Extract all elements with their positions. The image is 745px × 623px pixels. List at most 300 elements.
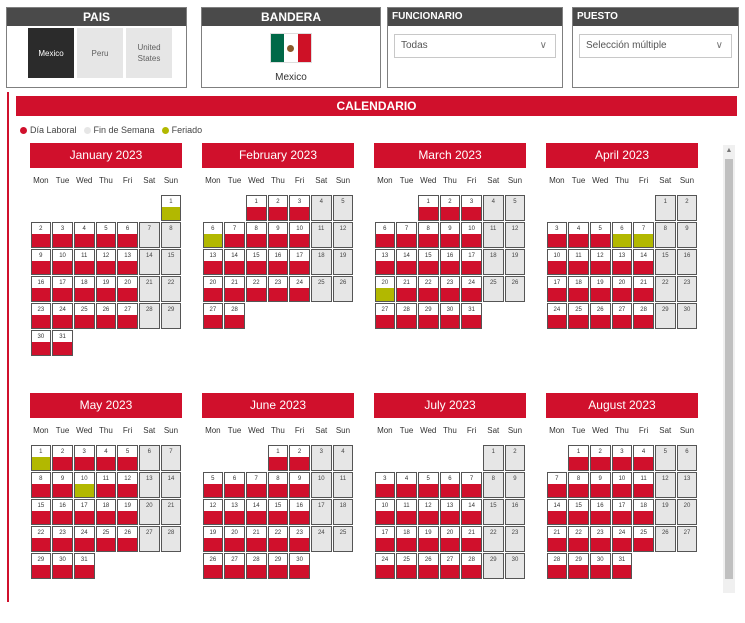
weekend-day-cell[interactable] [655,222,676,248]
weekend-day-cell[interactable] [311,445,332,471]
workday-cell[interactable] [268,222,289,248]
workday-cell[interactable] [246,249,267,275]
workday-cell[interactable] [289,249,310,275]
weekend-day-cell[interactable] [483,499,504,525]
workday-cell[interactable] [633,445,654,471]
workday-cell[interactable] [289,526,310,552]
workday-cell[interactable] [289,553,310,579]
workday-cell[interactable] [568,499,589,525]
workday-cell[interactable] [268,526,289,552]
weekend-day-cell[interactable] [139,249,160,275]
empty-day-slot [224,195,246,222]
workday-cell[interactable] [547,499,568,525]
weekend-day-cell[interactable] [139,445,160,471]
weekend-day-cell[interactable] [505,222,526,248]
pais-option-peru[interactable]: Peru [77,28,123,78]
workday-cell[interactable] [440,222,461,248]
day-status-bar [75,234,94,247]
workday-cell[interactable] [440,195,461,221]
day-status-bar [462,207,481,220]
scrollbar-thumb[interactable] [725,159,733,579]
day-status-bar [548,511,567,524]
day-status-bar [334,207,353,220]
workday-cell[interactable] [375,249,396,275]
workday-cell[interactable] [52,499,73,525]
weekend-day-cell[interactable] [505,249,526,275]
workday-cell[interactable] [203,553,224,579]
day-number: 12 [596,253,604,259]
day-number: 28 [403,307,410,313]
weekend-day-cell[interactable] [655,195,676,221]
day-status-bar [140,538,159,551]
weekend-day-cell[interactable] [139,276,160,302]
workday-cell[interactable] [74,303,95,329]
workday-cell[interactable] [74,276,95,302]
day-number: 24 [59,307,66,313]
pais-option-mexico[interactable]: Mexico [28,28,74,78]
weekend-day-cell[interactable] [333,222,354,248]
workday-cell[interactable] [418,222,439,248]
weekend-day-cell[interactable] [505,526,526,552]
workday-cell[interactable] [547,303,568,329]
weekday-label: Tue [399,176,414,185]
workday-cell[interactable] [461,303,482,329]
workday-cell[interactable] [396,553,417,579]
workday-cell[interactable] [396,276,417,302]
weekend-day-cell[interactable] [311,499,332,525]
weekend-day-cell[interactable] [333,526,354,552]
month-title: February 2023 [202,143,354,168]
day-number: 18 [102,503,110,509]
workday-cell[interactable] [461,249,482,275]
weekend-day-cell[interactable] [655,526,676,552]
workday-cell[interactable] [590,499,611,525]
workday-cell[interactable] [418,276,439,302]
workday-cell[interactable] [268,472,289,498]
weekend-day-cell[interactable] [483,276,504,302]
day-status-bar [334,538,353,551]
workday-cell[interactable] [461,553,482,579]
day-number: 9 [276,226,280,232]
workday-cell[interactable] [461,499,482,525]
workday-cell[interactable] [74,526,95,552]
weekend-day-cell[interactable] [655,276,676,302]
workday-cell[interactable] [590,222,611,248]
workday-cell[interactable] [96,249,117,275]
workday-cell[interactable] [52,472,73,498]
workday-cell[interactable] [633,526,654,552]
day-number: 13 [145,476,153,482]
weekend-day-cell[interactable] [505,499,526,525]
workday-cell[interactable] [31,553,52,579]
workday-cell[interactable] [418,472,439,498]
workday-cell[interactable] [224,553,245,579]
workday-cell[interactable] [568,276,589,302]
day-status-bar [441,565,460,578]
workday-cell[interactable] [440,249,461,275]
vertical-scrollbar[interactable] [723,145,735,593]
workday-cell[interactable] [52,249,73,275]
weekend-day-cell[interactable] [333,195,354,221]
workday-cell[interactable] [547,472,568,498]
weekend-day-cell[interactable] [161,499,182,525]
workday-cell[interactable] [117,472,138,498]
weekend-day-cell[interactable] [483,249,504,275]
workday-cell[interactable] [375,553,396,579]
funcionario-dropdown[interactable] [394,34,556,58]
workday-cell[interactable] [633,249,654,275]
workday-cell[interactable] [461,222,482,248]
workday-cell[interactable] [74,499,95,525]
weekend-day-cell[interactable] [677,303,698,329]
weekday-header-row [202,175,354,187]
funcionario-slicer [387,7,563,88]
workday-cell[interactable] [246,195,267,221]
workday-cell[interactable] [547,222,568,248]
weekend-day-cell[interactable] [677,276,698,302]
puesto-slicer [572,7,739,88]
workday-cell[interactable] [612,276,633,302]
weekend-day-cell[interactable] [505,445,526,471]
workday-cell[interactable] [96,499,117,525]
workday-cell[interactable] [568,249,589,275]
workday-cell[interactable] [268,276,289,302]
workday-cell[interactable] [52,276,73,302]
weekend-day-cell[interactable] [161,445,182,471]
month-calendar [202,143,354,330]
workday-cell[interactable] [268,249,289,275]
workday-cell[interactable] [117,445,138,471]
weekend-day-cell[interactable] [505,472,526,498]
workday-cell[interactable] [633,303,654,329]
workday-cell[interactable] [268,553,289,579]
weekend-day-cell[interactable] [311,249,332,275]
workday-cell[interactable] [203,526,224,552]
workday-cell[interactable] [289,195,310,221]
weekend-day-cell[interactable] [161,303,182,329]
workday-cell[interactable] [568,303,589,329]
workday-cell[interactable] [224,222,245,248]
weekend-day-cell[interactable] [333,472,354,498]
workday-cell[interactable] [375,303,396,329]
workday-cell[interactable] [590,472,611,498]
workday-cell[interactable] [590,553,611,579]
weekend-day-cell[interactable] [139,222,160,248]
workday-cell[interactable] [268,499,289,525]
day-number: 25 [489,280,497,286]
workday-cell[interactable] [96,526,117,552]
workday-cell[interactable] [612,472,633,498]
workday-cell[interactable] [633,472,654,498]
workday-cell[interactable] [117,222,138,248]
workday-cell[interactable] [246,499,267,525]
scroll-up-arrow-icon[interactable]: ▲ [725,147,733,154]
holiday-day-cell[interactable] [161,195,182,221]
workday-cell[interactable] [246,472,267,498]
workday-cell[interactable] [31,276,52,302]
workday-cell[interactable] [440,526,461,552]
weekend-day-cell[interactable] [677,445,698,471]
workday-cell[interactable] [31,249,52,275]
workday-cell[interactable] [418,499,439,525]
workday-cell[interactable] [117,249,138,275]
day-number: 5 [125,449,130,455]
workday-cell[interactable] [396,249,417,275]
weekend-day-cell[interactable] [677,195,698,221]
workday-cell[interactable] [547,526,568,552]
workday-cell[interactable] [96,276,117,302]
day-status-bar [634,538,653,551]
workday-cell[interactable] [246,276,267,302]
weekend-day-cell[interactable] [161,526,182,552]
workday-cell[interactable] [268,445,289,471]
holiday-day-cell[interactable] [633,222,654,248]
workday-cell[interactable] [375,222,396,248]
workday-cell[interactable] [31,222,52,248]
holiday-day-cell[interactable] [74,472,95,498]
workday-cell[interactable] [375,526,396,552]
day-status-bar [75,315,94,328]
workday-cell[interactable] [52,445,73,471]
workday-cell[interactable] [203,303,224,329]
pais-option-united-states[interactable]: United States [126,28,172,78]
workday-cell[interactable] [117,499,138,525]
weekend-day-cell[interactable] [483,472,504,498]
weekend-day-cell[interactable] [655,499,676,525]
workday-cell[interactable] [31,499,52,525]
workday-cell[interactable] [612,249,633,275]
weekend-day-cell[interactable] [677,526,698,552]
weekend-day-cell[interactable] [161,276,182,302]
workday-cell[interactable] [418,249,439,275]
day-number: 14 [231,253,238,259]
holiday-day-cell[interactable] [375,276,396,302]
workday-cell[interactable] [612,445,633,471]
weekend-day-cell[interactable] [505,195,526,221]
weekend-day-cell[interactable] [139,472,160,498]
weekend-day-cell[interactable] [333,276,354,302]
workday-cell[interactable] [224,303,245,329]
workday-cell[interactable] [203,249,224,275]
day-number: 22 [167,280,175,286]
workday-cell[interactable] [590,445,611,471]
holiday-day-cell[interactable] [31,445,52,471]
workday-cell[interactable] [461,526,482,552]
workday-cell[interactable] [396,303,417,329]
workday-cell[interactable] [547,276,568,302]
workday-cell[interactable] [568,472,589,498]
workday-cell[interactable] [633,499,654,525]
weekend-day-cell[interactable] [677,472,698,498]
day-number: 24 [553,307,561,313]
day-status-bar [97,538,116,551]
weekday-label: Sat [487,426,500,435]
workday-cell[interactable] [52,330,73,356]
workday-cell[interactable] [31,303,52,329]
day-status-bar [53,315,72,328]
workday-cell[interactable] [289,472,310,498]
workday-cell[interactable] [568,526,589,552]
workday-cell[interactable] [31,330,52,356]
workday-cell[interactable] [74,445,95,471]
workday-cell[interactable] [418,526,439,552]
workday-cell[interactable] [203,472,224,498]
workday-cell[interactable] [246,222,267,248]
workday-cell[interactable] [396,499,417,525]
day-status-bar [419,207,438,220]
workday-cell[interactable] [74,222,95,248]
workday-cell[interactable] [289,445,310,471]
workday-cell[interactable] [568,445,589,471]
weekend-day-cell[interactable] [161,222,182,248]
workday-cell[interactable] [224,472,245,498]
weekend-day-cell[interactable] [333,249,354,275]
workday-cell[interactable] [612,526,633,552]
day-status-bar [53,565,72,578]
workday-cell[interactable] [568,553,589,579]
weekend-day-cell[interactable] [677,499,698,525]
workday-cell[interactable] [52,303,73,329]
weekend-day-cell[interactable] [333,445,354,471]
workday-cell[interactable] [612,553,633,579]
workday-cell[interactable] [375,472,396,498]
workday-cell[interactable] [547,553,568,579]
workday-cell[interactable] [590,249,611,275]
weekday-label: Wed [592,176,609,185]
weekend-day-cell[interactable] [139,303,160,329]
weekend-day-cell[interactable] [161,249,182,275]
weekend-day-cell[interactable] [311,526,332,552]
workday-cell[interactable] [52,526,73,552]
day-number: 8 [576,476,581,482]
workday-cell[interactable] [117,526,138,552]
workday-cell[interactable] [289,222,310,248]
day-status-bar [462,261,481,274]
workday-cell[interactable] [418,195,439,221]
workday-cell[interactable] [74,553,95,579]
weekend-day-cell[interactable] [655,303,676,329]
day-status-bar [613,288,632,301]
workday-cell[interactable] [547,249,568,275]
workday-cell[interactable] [440,553,461,579]
holiday-day-cell[interactable] [612,222,633,248]
workday-cell[interactable] [440,303,461,329]
workday-cell[interactable] [633,276,654,302]
weekend-day-cell[interactable] [505,276,526,302]
weekend-day-cell[interactable] [483,195,504,221]
weekend-day-cell[interactable] [139,499,160,525]
weekend-day-cell[interactable] [139,526,160,552]
weekday-header-row [202,425,354,437]
weekend-day-cell[interactable] [311,222,332,248]
workday-cell[interactable] [52,222,73,248]
day-status-bar [613,565,632,578]
workday-cell[interactable] [246,526,267,552]
weekend-day-cell[interactable] [483,222,504,248]
workday-cell[interactable] [31,526,52,552]
workday-cell[interactable] [440,499,461,525]
workday-cell[interactable] [612,499,633,525]
puesto-dropdown[interactable] [579,34,732,58]
workday-cell[interactable] [440,276,461,302]
day-number: 28 [145,307,153,313]
workday-cell[interactable] [289,276,310,302]
weekend-day-cell[interactable] [333,499,354,525]
day-number: 21 [231,280,238,286]
weekend-day-cell[interactable] [655,249,676,275]
day-number: 13 [683,476,691,482]
workday-cell[interactable] [31,472,52,498]
workday-cell[interactable] [612,303,633,329]
workday-cell[interactable] [590,303,611,329]
weekend-day-cell[interactable] [505,553,526,579]
workday-cell[interactable] [96,472,117,498]
weekend-day-cell[interactable] [677,222,698,248]
workday-cell[interactable] [268,195,289,221]
day-status-bar [678,288,697,301]
workday-cell[interactable] [224,526,245,552]
day-status-bar [204,511,223,524]
day-number: 12 [339,226,347,232]
workday-cell[interactable] [396,472,417,498]
workday-cell[interactable] [440,472,461,498]
weekend-day-cell[interactable] [655,445,676,471]
holiday-day-cell[interactable] [203,222,224,248]
workday-cell[interactable] [461,276,482,302]
workday-cell[interactable] [590,526,611,552]
weekend-day-cell[interactable] [311,472,332,498]
workday-cell[interactable] [246,553,267,579]
weekday-label: Mon [33,176,49,185]
weekend-day-cell[interactable] [161,472,182,498]
workday-cell[interactable] [396,222,417,248]
workday-cell[interactable] [224,276,245,302]
empty-day-slot [202,195,224,222]
workday-cell[interactable] [396,526,417,552]
workday-cell[interactable] [418,303,439,329]
weekend-day-cell[interactable] [655,472,676,498]
workday-cell[interactable] [375,499,396,525]
workday-cell[interactable] [74,249,95,275]
workday-cell[interactable] [96,445,117,471]
weekend-day-cell[interactable] [311,276,332,302]
day-status-bar [140,288,159,301]
workday-cell[interactable] [461,472,482,498]
workday-cell[interactable] [203,499,224,525]
workday-cell[interactable] [52,553,73,579]
workday-cell[interactable] [224,249,245,275]
workday-cell[interactable] [590,276,611,302]
weekend-day-cell[interactable] [483,445,504,471]
workday-cell[interactable] [568,222,589,248]
workday-cell[interactable] [203,276,224,302]
workday-cell[interactable] [289,499,310,525]
workday-cell[interactable] [461,195,482,221]
workday-cell[interactable] [418,553,439,579]
workday-cell[interactable] [96,303,117,329]
workday-cell[interactable] [224,499,245,525]
empty-day-slot [30,195,52,222]
weekend-day-cell[interactable] [311,195,332,221]
workday-cell[interactable] [96,222,117,248]
workday-cell[interactable] [117,276,138,302]
weekend-day-cell[interactable] [677,249,698,275]
weekday-label: Mon [549,426,565,435]
weekend-day-cell[interactable] [483,526,504,552]
weekend-day-cell[interactable] [483,553,504,579]
workday-cell[interactable] [117,303,138,329]
day-status-bar [97,511,116,524]
